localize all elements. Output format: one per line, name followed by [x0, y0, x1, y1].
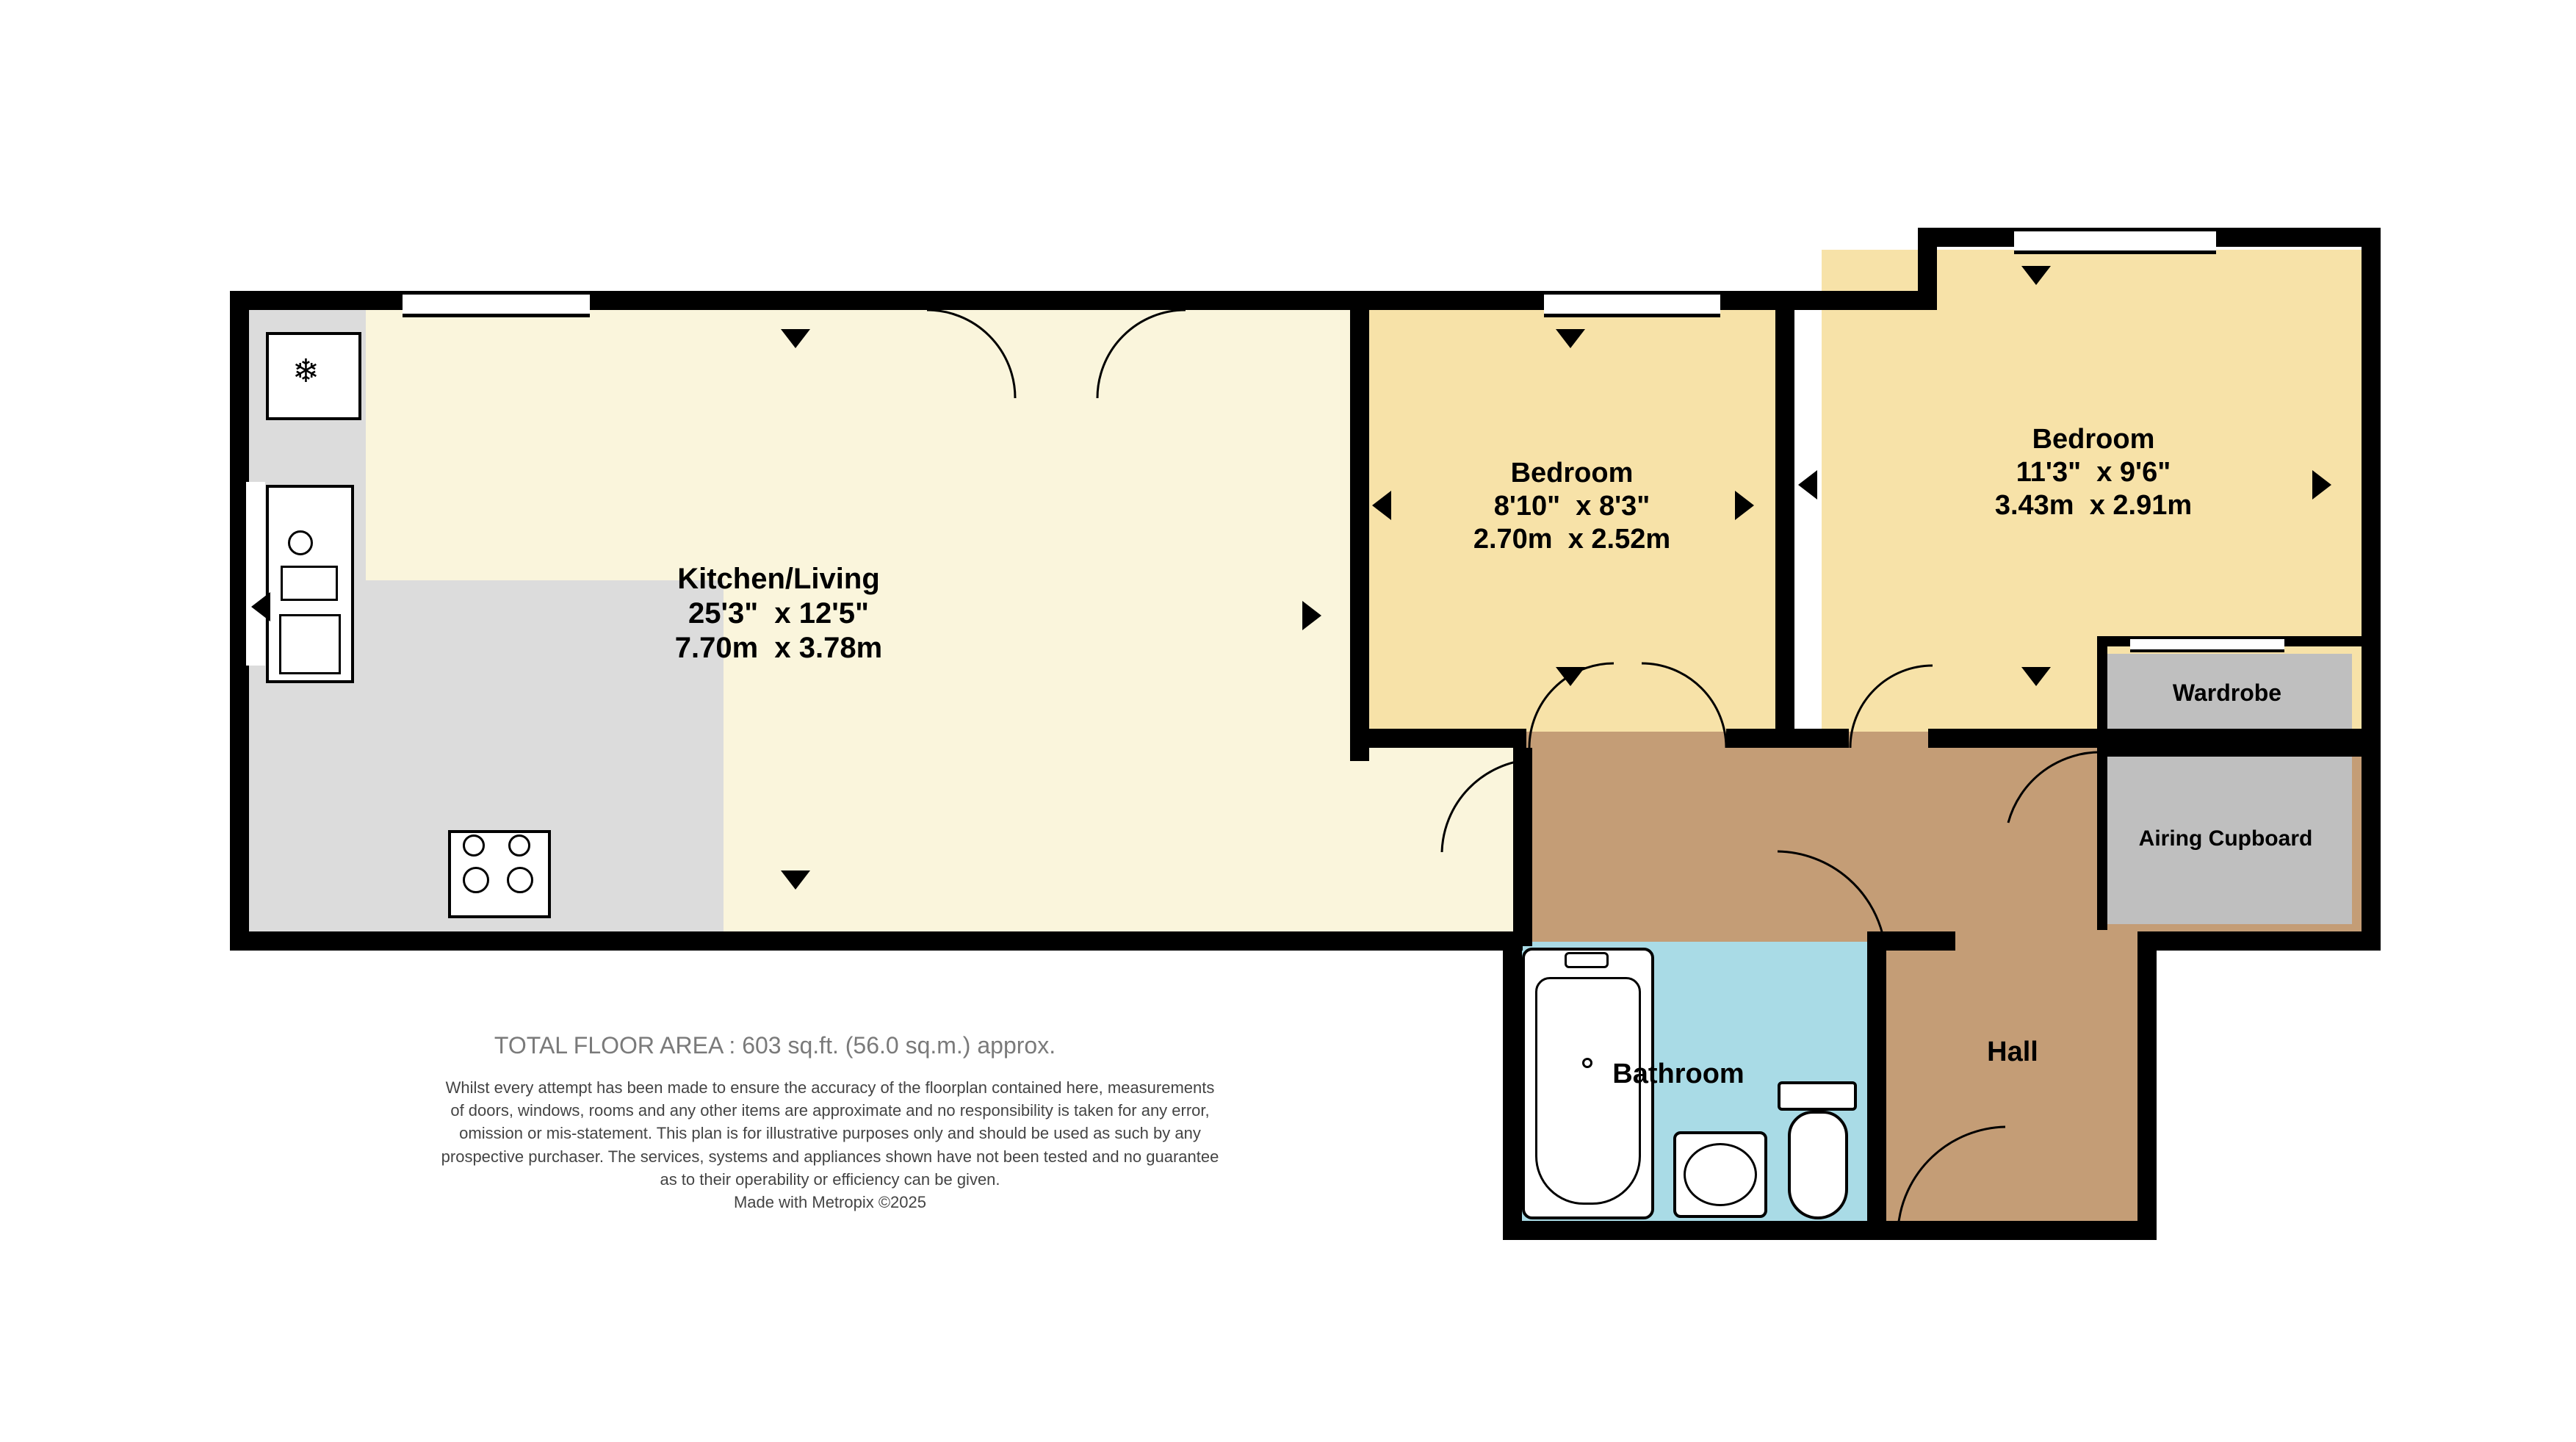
- label-bedroom-1: [1363, 457, 1781, 555]
- disclaimer-line-5: as to their operability or efficiency can be given.: [660, 1169, 1000, 1189]
- wall-hall-right-lower: [2137, 931, 2157, 1240]
- dim-arrow-living-right: [1302, 601, 1321, 630]
- label-bathroom-name: Bathroom: [1612, 1059, 1745, 1089]
- label-bedroom-1-name: Bedroom: [1510, 458, 1634, 489]
- door-arc-bedroom-2: [1847, 661, 1943, 757]
- label-bedroom-2-imperial: 11'3" x 9'6": [2016, 456, 2171, 488]
- bath-inner-icon: [1535, 977, 1641, 1205]
- wall-bathroom-left: [1503, 931, 1522, 1240]
- toilet-bowl-icon: [1788, 1111, 1848, 1219]
- wall-bedroom2-step: [1775, 291, 1937, 310]
- label-kitchen-living-name: Kitchen/Living: [677, 563, 880, 595]
- dim-arrow-bedroom2-bottom: [2021, 667, 2051, 686]
- wall-bedroom2-bottom-b: [1928, 729, 2381, 748]
- wall-exterior-right: [2362, 228, 2381, 940]
- disclaimer-line-3: omission or mis-statement. This plan is for illustrative purposes only and should be used as such by any: [459, 1124, 1201, 1143]
- disclaimer-line-1: Whilst every attempt has been made to ensure the accuracy of the floorplan contained here, measurements: [445, 1078, 1215, 1097]
- door-arc-bathroom: [1748, 848, 1888, 951]
- disclaimer-block: [279, 1076, 1381, 1214]
- dim-arrow-living-bottom: [781, 870, 810, 890]
- label-hall-name: Hall: [1987, 1037, 2038, 1067]
- dim-arrow-bedroom1-top: [1556, 329, 1585, 348]
- sink-bowl-icon: [288, 530, 313, 555]
- label-airing-cupboard: [2090, 826, 2362, 851]
- label-kitchen-living: [514, 562, 1043, 666]
- label-wardrobe-text: Wardrobe: [2172, 679, 2282, 706]
- sink-drainer-icon: [281, 566, 338, 601]
- disclaimer-line-2: of doors, windows, rooms and any other items are approximate and no responsibility is taken for any error,: [450, 1101, 1210, 1120]
- label-airing-cupboard-text: Airing Cupboard: [2138, 826, 2313, 851]
- dim-arrow-bedroom2-left: [1798, 470, 1817, 500]
- label-bedroom-2-metric: 3.43m x 2.91m: [1994, 489, 2193, 521]
- window-kitchen-living: [403, 291, 590, 317]
- label-kitchen-living-metric: 7.70m x 3.78m: [674, 632, 883, 665]
- snowflake-icon: ❄: [292, 353, 320, 389]
- dim-arrow-living-top: [781, 329, 810, 348]
- wall-bathroom-bottom: [1503, 1221, 2157, 1240]
- total-floor-area: [353, 1032, 1197, 1059]
- window-wardrobe: [2130, 636, 2284, 652]
- wall-exterior-bottom-left: [230, 931, 1523, 951]
- credit-line: Made with Metropix ©2025: [733, 1193, 926, 1212]
- disclaimer-line-4: prospective purchaser. The services, systems and appliances shown have not been tested and no guarantee: [441, 1147, 1219, 1166]
- wall-wardrobe-divider: [2097, 748, 2381, 757]
- label-hall: [1902, 1036, 2123, 1069]
- label-kitchen-living-imperial: 25'3" x 12'5": [688, 597, 869, 630]
- door-arc-airing-cupboard: [2005, 748, 2108, 829]
- wall-exterior-bottom-right: [2152, 931, 2381, 951]
- wall-bedroom1-bottom-a: [1350, 729, 1526, 748]
- dim-arrow-living-left: [251, 592, 270, 621]
- hob-ring-icon-4: [508, 834, 530, 857]
- wall-bedroom2-bottom-a: [1775, 729, 1849, 748]
- door-arc-living-double: [924, 307, 1188, 403]
- dim-arrow-bedroom2-top: [2021, 266, 2051, 285]
- label-bedroom-2-name: Bedroom: [2032, 424, 2155, 455]
- label-bathroom: [1520, 1058, 1836, 1091]
- radiator-icon: [279, 614, 341, 674]
- hob-ring-icon-3: [463, 834, 485, 857]
- wall-bathroom-right: [1867, 931, 1886, 1240]
- label-bedroom-2: [1822, 423, 2365, 522]
- bath-tap-icon: [1565, 952, 1609, 968]
- total-floor-area-text: TOTAL FLOOR AREA : 603 sq.ft. (56.0 sq.m.) approx.: [494, 1032, 1056, 1059]
- basin-bowl-icon: [1684, 1143, 1757, 1206]
- door-arc-hall-living: [1436, 757, 1539, 889]
- window-bedroom-1: [1544, 291, 1720, 317]
- window-bedroom-2: [2014, 228, 2216, 254]
- label-wardrobe: [2102, 679, 2352, 707]
- hob-ring-icon-1: [463, 867, 489, 893]
- label-bedroom-1-imperial: 8'10" x 8'3": [1493, 490, 1650, 522]
- hob-ring-icon-2: [507, 867, 533, 893]
- label-bedroom-1-metric: 2.70m x 2.52m: [1473, 523, 1671, 555]
- door-arc-front-entry: [1895, 1124, 2027, 1234]
- dim-arrow-bedroom1-bottom: [1556, 667, 1585, 686]
- entry-door-left: [246, 482, 265, 666]
